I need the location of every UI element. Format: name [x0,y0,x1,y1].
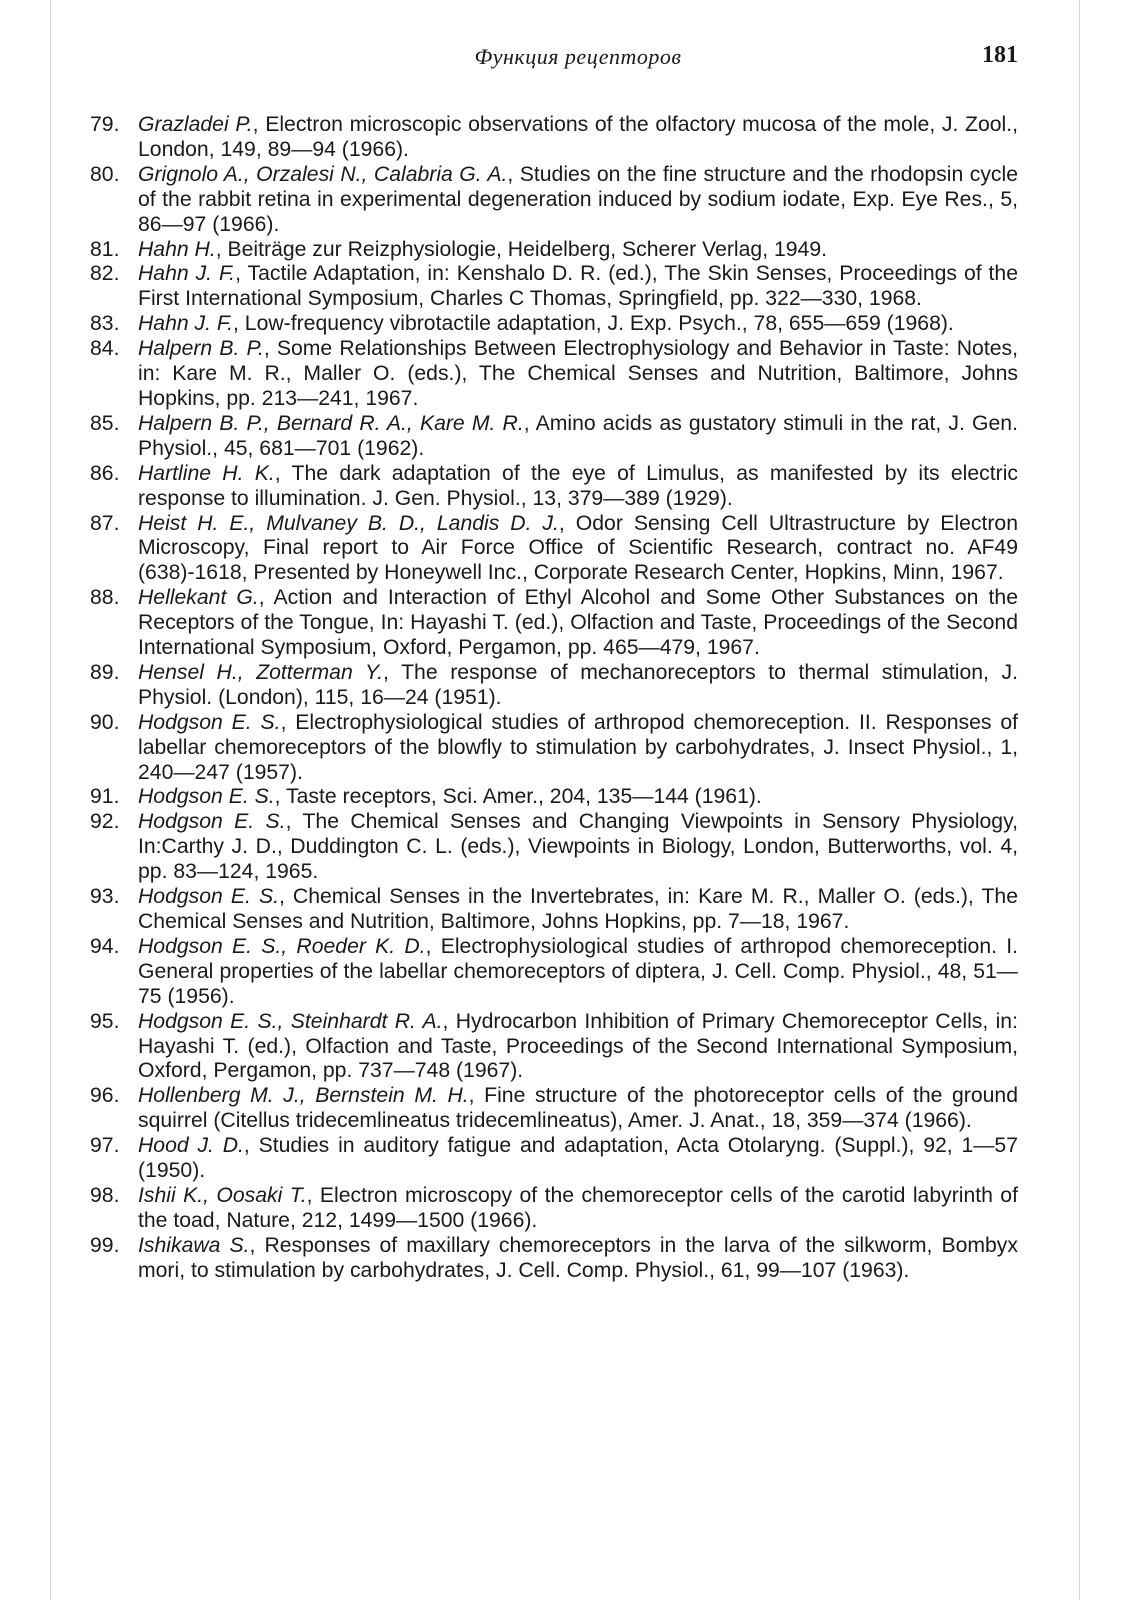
page-header [138,44,1018,76]
reference-details: , Action and Interaction of Ethyl Alcohol and Some Other Substances on the Receptors of the Tongue, In: Hayashi T. (ed.), Olfaction and Taste, Proceedings of the Second International Symposium, Oxford, Pergamon, pp. 465—479, 1967. [138,586,1018,660]
reference-item [90,785,1018,810]
reference-item [90,461,1018,512]
reference-item [90,162,1018,238]
reference-authors: Halpern B. P. [138,337,264,361]
reference-details: , Tactile Adaptation, in: Kenshalo D. R. (ed.), The Skin Senses, Proceedings of the First International Symposium, Charles C Thomas, Springfield, pp. 322—330, 1968. [138,262,1018,311]
reference-authors: Ishikawa S. [138,1233,250,1257]
reference-number: 97. [90,1134,120,1158]
reference-item [90,1134,1018,1184]
reference-details: , Amino acids as gustatory stimuli in the rat, J. Gen. Physiol., 45, 681—701 (1962). [138,411,1018,460]
reference-number: 95. [90,1009,120,1033]
reference-item [90,710,1019,786]
reference-item [90,113,1019,163]
reference-authors: Hodgson E. S., Steinhardt R. A. [138,1009,443,1033]
reference-item [90,337,1018,412]
reference-item [90,1183,1018,1234]
reference-authors: Hollenberg M. J., Bernstein M. H. [138,1084,469,1108]
reference-item [90,411,1018,462]
reference-item [90,810,1019,885]
reference-authors: Hood J. D. [138,1134,244,1158]
reference-authors: Hensel H., Zotterman Y. [138,660,384,684]
reference-details: , Low-frequency vibrotactile adaptation, J. Exp. Psych., 78, 655—659 (1968). [233,312,954,336]
reference-details: , Some Relationships Between Electrophysiology and Behavior in Taste: Notes, in: Kare M. R., Maller O. (eds.), The Chemical Senses and Nutrition, Baltimore, Johns Hopkins, pp. 213—241, 1967. [138,337,1018,410]
reference-authors: Hodgson E. S. [138,785,275,809]
reference-number: 81. [90,237,120,261]
reference-number: 79. [90,113,120,136]
reference-authors: Grignolo A., Orzalesi N., Calabria G. A. [138,162,508,186]
reference-number: 85. [90,411,120,435]
reference-details: , The Chemical Senses and Changing Viewpoints in Sensory Physiology, In:Carthy J. D., Duddington C. L. (eds.), Viewpoints in Biology, London, Butterworths, vol. 4, pp. 83—124, 1965. [138,810,1019,884]
reference-details: , Chemical Senses in the Invertebrates, in: Kare M. R., Maller O. (eds.), The Chemical Senses and Nutrition, Baltimore, Johns Hopkins, pp. 7—18, 1967. [138,885,1018,933]
reference-item [90,312,1018,337]
reference-number: 80. [90,162,120,186]
reference-item [90,1233,1018,1284]
reference-details: , Studies in auditory fatigue and adaptation, Acta Otolaryng. (Suppl.), 92, 1—57 (1950). [138,1134,1018,1183]
reference-authors: Hartline H. K. [138,461,275,485]
reference-number: 98. [90,1183,120,1207]
reference-item [90,1009,1018,1085]
reference-item [90,586,1018,661]
reference-item [90,660,1018,711]
reference-authors: Hodgson E. S. [138,710,281,734]
reference-details: , The dark adaptation of the eye of Limulus, as manifested by its electric response to illumination. J. Gen. Physiol., 13, 379—389 (1929). [138,461,1018,510]
reference-item [90,511,1018,587]
reference-item [90,1084,1019,1134]
reference-number: 84. [90,337,120,361]
reference-authors: Hodgson E. S. [138,885,279,909]
reference-authors: Halpern B. P., Bernard R. A., Kare M. R. [138,411,524,435]
reference-details: , Electrophysiological studies of arthropod chemoreception. I. General properties of the labellar chemoreceptors of diptera, J. Cell. Comp. Physiol., 48, 51—75 (1956). [138,934,1018,1008]
reference-details: , Beiträge zur Reizphysiologie, Heidelberg, Scherer Verlag, 1949. [215,237,827,261]
reference-number: 92. [90,810,120,834]
reference-item [90,885,1018,935]
running-title: Функция рецепторов [474,44,682,69]
reference-item [90,934,1018,1010]
reference-details: , Odor Sensing Cell Ultrastructure by Electron Microscopy, Final report to Air Force Office of Scientific Research, contract no. AF49 (638)-1618, Presented by Honeywell Inc., Corporate Research Center, Hopkins, Minn, 1967. [138,511,1018,585]
reference-authors: Hellekant G. [138,586,259,610]
reference-authors: Hodgson E. S. [138,810,286,834]
reference-number: 90. [90,710,120,734]
reference-number: 89. [90,660,120,684]
reference-number: 83. [90,312,120,336]
reference-number: 94. [90,934,120,958]
reference-details: , Hydrocarbon Inhibition of Primary Chemoreceptor Cells, in: Hayashi T. (ed.), Olfaction and Taste, Proceedings of the Second International Symposium, Oxford, Pergamon, pp. 737—748 (1967). [138,1009,1018,1083]
reference-number: 91. [90,785,120,809]
reference-authors: Grazladei P. [138,113,253,136]
reference-details: , Electron microscopic observations of the olfactory mucosa of the mole, J. Zool., London, 149, 89—94 (1966). [138,113,1019,161]
reference-details: , Fine structure of the photoreceptor cells of the ground squirrel (Citellus tridecemlineatus tridecemlineatus), Amer. J. Anat., 18, 359—374 (1966). [138,1084,1019,1133]
reference-details: , The response of mechanoreceptors to thermal stimulation, J. Physiol. (London), 115, 16—24 (1951). [138,660,1018,709]
reference-details: , Electron microscopy of the chemoreceptor cells of the carotid labyrinth of the toad, Nature, 212, 1499—1500 (1966). [138,1183,1018,1232]
reference-number: 82. [90,262,120,286]
reference-item [90,237,1018,263]
reference-number: 96. [90,1084,120,1108]
reference-number: 88. [90,586,120,610]
reference-details: , Electrophysiological studies of arthropod chemoreception. II. Responses of labellar chemoreceptors of the blowfly to stimulation by carbohydrates, J. Insect Physiol., 1, 240—247 (1957). [138,710,1019,784]
reference-authors: Hahn H. [138,237,216,261]
reference-authors: Hahn J. F. [138,262,236,286]
reference-details: , Responses of maxillary chemoreceptors in the larva of the silkworm, Bombyx mori, to stimulation by carbohydrates, J. Cell. Comp. Physiol., 61, 99—107 (1963). [138,1233,1018,1282]
reference-authors: Heist H. E., Mulvaney B. D., Landis D. J. [138,511,559,535]
reference-number: 93. [90,885,120,909]
page-number: 181 [982,42,1018,68]
reference-authors: Ishii K., Oosaki T. [138,1183,307,1207]
reference-number: 87. [90,511,120,535]
reference-number: 86. [90,461,120,485]
reference-item [90,262,1018,312]
reference-details: , Studies on the fine structure and the rhodopsin cycle of the rabbit retina in experimental degeneration induced by sodium iodate, Exp. Eye Res., 5, 86—97 (1966). [138,162,1018,236]
reference-number: 99. [90,1233,120,1257]
reference-details: , Taste receptors, Sci. Amer., 204, 135—144 (1961). [274,785,762,809]
reference-authors: Hahn J. F. [138,312,234,336]
reference-authors: Hodgson E. S., Roeder K. D. [138,934,426,958]
reference-list [90,113,1019,1284]
